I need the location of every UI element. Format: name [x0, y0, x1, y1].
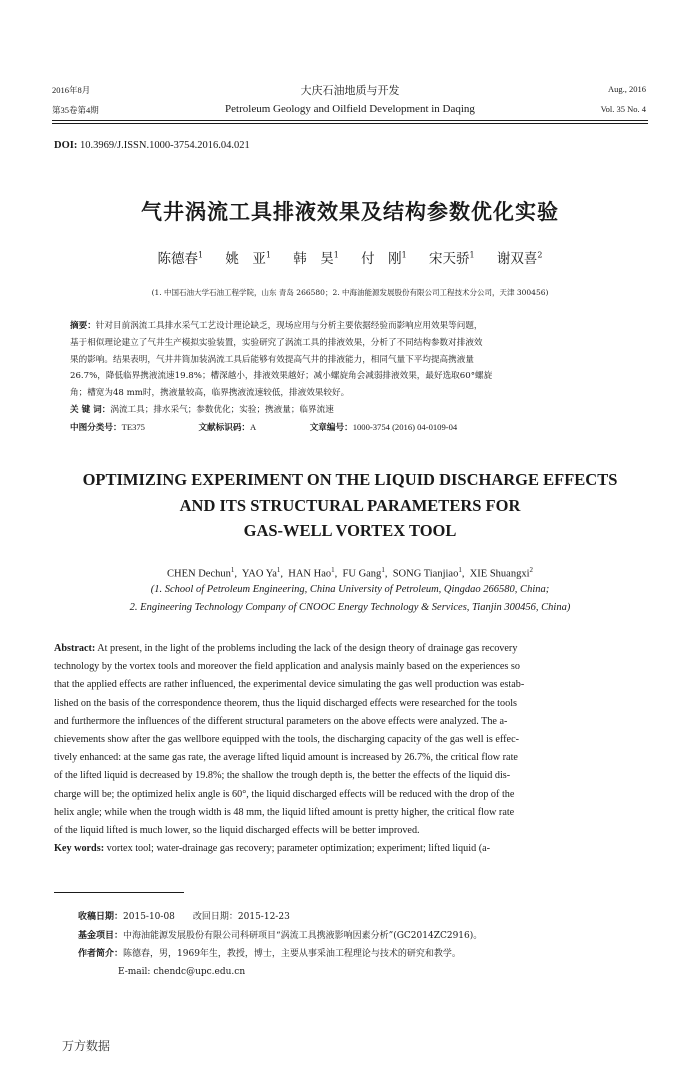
abstract-en-label: Abstract:	[54, 643, 96, 654]
author-cn: 宋天骄$^1$	[429, 250, 475, 267]
author-cn: 付 刚$^1$	[361, 250, 407, 267]
header-volume-cn: 第35卷第4期	[52, 105, 99, 115]
journal-title-en: Petroleum Geology and Oilfield Development in Daqing	[225, 103, 475, 115]
keywords-cn: 关 键 词：涡流工具；排水采气；参数优化；实验；携液量；临界流速	[70, 404, 334, 415]
abstract-cn: 摘要：针对目前涡流工具排水采气工艺设计理论缺乏，现场应用与分析主要依据经验而影响应用效果等问题， 基于相似理论建立了气井生产模拟实验装置，实验研究了涡流工具的排液效果，分析了不同结构参数对排液效 果的影响。结果表明，气井井筒加装涡流工具后能够有效提高气井的排液能力，相同气量下平均提高携液量 26.7%，降低临界携液流速19.8%；槽深越小，排液效果越好；减小螺旋角会减弱排液效果，最好选取60°螺旋 角；槽宽为48 mm时，携液量较高，临界携液流速较低，排液效果较好。 关 键 词：涡流工具；排水采气；参数优化；实验；携液量；临界流速 中图分类号：TE375 文献标识码：A 文章编号：1000-3754 (2016) 04-0109-04	[70, 318, 630, 437]
paper-title-cn: 气井涡流工具排液效果及结构参数优化实验	[141, 200, 559, 224]
doi-label: DOI:	[54, 140, 78, 151]
header-volume-en: Vol. 35 No. 4	[600, 104, 646, 114]
header-rule-double	[52, 123, 648, 124]
affiliation-cn: (1. 中国石油大学石油工程学院，山东 青岛 266580；2. 中海油能源发展股份有限公司工程技术分公司，天津 300456)	[151, 288, 549, 297]
author-cn: 姚 亚$^1$	[225, 250, 271, 267]
authors-cn	[0, 247, 700, 267]
journal-title-cn: 大庆石油地质与开发	[300, 84, 400, 97]
paper-title-en: OPTIMIZING EXPERIMENT ON THE LIQUID DISCHARGE EFFECTS AND ITS STRUCTURAL PARAMETERS FOR GAS-WELL VORTEX TOOL	[82, 470, 618, 540]
authors-en: CHEN Dechun$^1$, YAO Ya$^1$, HAN Hao$^1$, FU Gang$^1$, SONG Tianjiao$^1$, XIE Shuangxi$^2$	[167, 566, 533, 580]
classification-line: 中图分类号：TE375 文献标识码：A 文章编号：1000-3754 (2016) 04-0109-04	[70, 421, 458, 433]
header-rule	[52, 120, 648, 121]
footnote-received: 收稿日期：2015-10-08 改回日期：2015-12-23	[78, 912, 290, 922]
footnote-fund: 基金项目：中海油能源发展股份有限公司科研项目“涡流工具携液影响因素分析”(GC2014ZC2916)。	[78, 931, 483, 941]
header-date-en: Aug., 2016	[607, 84, 646, 94]
watermark: 万方数据	[62, 1039, 111, 1053]
footnote-rule	[54, 892, 184, 893]
abstract-en: Abstract: At present, in the light of the problems including the lack of the design theory of drainage gas recovery technology by the vortex tools and moreover the field application and analysis mainly based on the experiences so that the applied effects are rather influenced, the experimental device simulating the gas well production was estab- lished on the basis of the correspondence theorem, thus the liquid discharged effects were researched for the tools and furthermore the influences of the different structural parameters on the above effects were analyzed. The a- chievements show after the gas wellbore equipped with the tools, the discharging capacity of the gas well is effec- tively enhanced: at the same gas rate, the average lifted liquid amount is increased by 26.7%, the critical flow rate of the lifted liquid is decreased by 19.8%; the shallow the trough depth is, the better the effects of the liquid dis- charge will be; the optimized helix angle is 60°, the liquid discharged effects will be reduced with the drop of the helix angle; while when the trough width is 48 mm, the liquid lifted amount is pretty higher, the critical flow rate of the liquid lifted is much lower, so the liquid discharged effects will be better improved. Key words: vortex tool; water-drainage gas recovery; parameter optimization; experiment; lifted liquid (a-	[54, 640, 646, 858]
affiliation-en-1: (1. School of Petroleum Engineering, China University of Petroleum, Qingdao 266580, China;	[150, 584, 550, 595]
footnote-email: E-mail: chendc@upc.edu.cn	[118, 967, 246, 977]
author-cn: 谢双喜$^2$	[496, 250, 543, 267]
footnote-author: 作者简介：陈德春，男，1969年生，教授，博士，主要从事采油工程理论与技术的研究和教学。	[78, 949, 461, 959]
doi-line	[54, 140, 250, 151]
author-cn: 韩 昊$^1$	[293, 250, 339, 267]
keywords-en: Key words: vortex tool; water-drainage gas recovery; parameter optimization; experiment; lifted liquid (a-	[54, 843, 491, 855]
author-cn: 陈德春$^1$	[157, 250, 204, 267]
header-date-cn: 2016年8月	[52, 85, 91, 95]
affiliation-en-2: 2. Engineering Technology Company of CNOOC Energy Technology & Services, Tianjin 300456, China)	[129, 602, 571, 613]
doi-value: 10.3969/J.ISSN.1000-3754.2016.04.021	[79, 140, 250, 151]
abstract-cn-label: 摘要：	[70, 321, 96, 331]
